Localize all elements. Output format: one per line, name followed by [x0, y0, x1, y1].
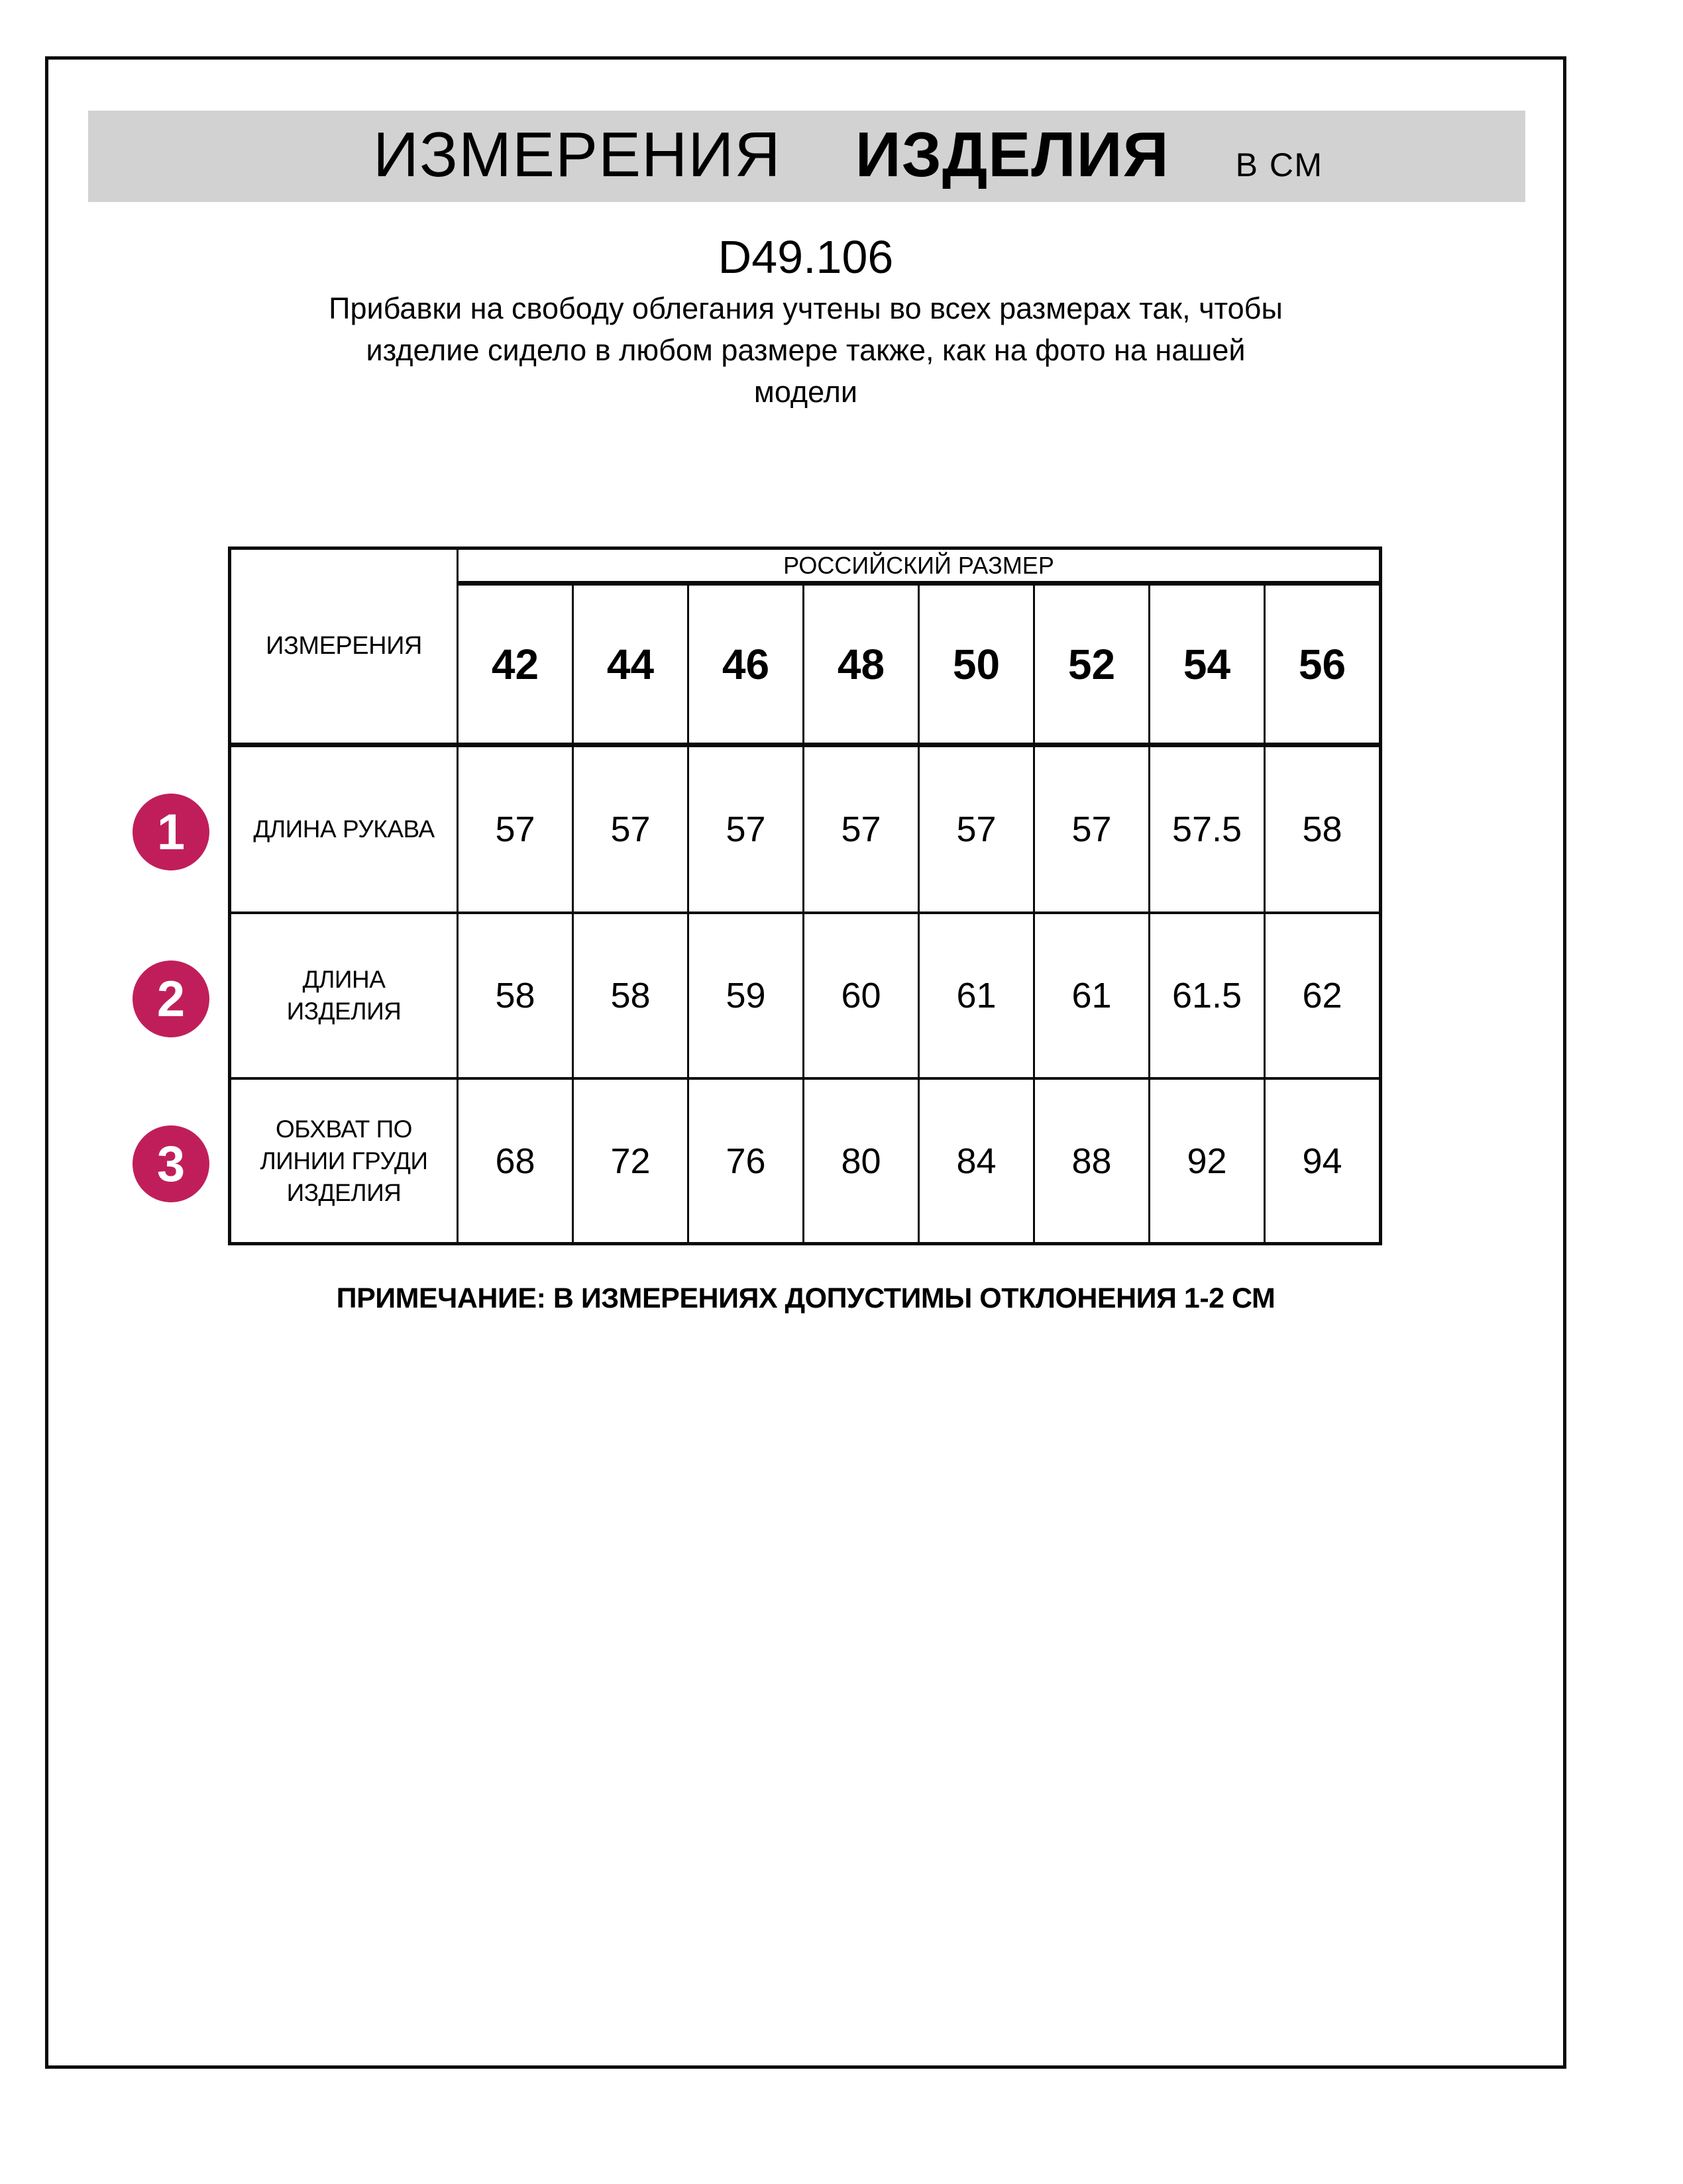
row-number-badge-1: 1 — [133, 794, 209, 870]
measurement-value: 57 — [920, 747, 1033, 911]
description-line: Прибавки на свободу облегания учтены во всех размерах так, чтобы — [329, 291, 1283, 325]
table-corner-header: ИЗМЕРЕНИЯ — [231, 550, 457, 745]
row-number-badge-3: 3 — [133, 1125, 209, 1202]
measurement-value: 61.5 — [1150, 914, 1264, 1077]
measurement-value: 58 — [574, 914, 687, 1077]
measurement-value: 88 — [1035, 1080, 1148, 1242]
measurement-value: 62 — [1266, 914, 1379, 1077]
size-header-cell: 48 — [804, 586, 918, 745]
size-header-cell: 56 — [1266, 586, 1379, 745]
description-line: модели — [753, 375, 858, 409]
measurement-value: 94 — [1266, 1080, 1379, 1242]
measurement-value: 57 — [804, 747, 918, 911]
measurement-value: 92 — [1150, 1080, 1264, 1242]
size-header-cell: 50 — [920, 586, 1033, 745]
measurement-value: 68 — [459, 1080, 572, 1242]
measurement-value: 58 — [459, 914, 572, 1077]
measurement-value: 57 — [689, 747, 802, 911]
size-header-cell: 42 — [459, 586, 572, 745]
size-header-cell: 44 — [574, 586, 687, 745]
measurement-value: 58 — [1266, 747, 1379, 911]
measurement-label-garment-length: ДЛИНА ИЗДЕЛИЯ — [231, 914, 457, 1077]
measurement-value: 76 — [689, 1080, 802, 1242]
measurement-value: 61 — [1035, 914, 1148, 1077]
description-line: изделие сидело в любом размере также, как на фото на нашей — [366, 333, 1246, 367]
product-code: D49.106 — [718, 231, 894, 283]
size-chart-table — [228, 546, 1382, 1245]
row-number-badge-2: 2 — [133, 961, 209, 1037]
measurement-value: 80 — [804, 1080, 918, 1242]
measurement-label-chest-girth: ОБХВАТ ПО ЛИНИИ ГРУДИ ИЗДЕЛИЯ — [231, 1080, 457, 1242]
size-header-cell: 46 — [689, 586, 802, 745]
page-title-unit: В СМ — [1235, 146, 1324, 183]
measurement-value: 60 — [804, 914, 918, 1077]
tolerance-note: ПРИМЕЧАНИЕ: В ИЗМЕРЕНИЯХ ДОПУСТИМЫ ОТКЛОНЕНИЯ 1-2 СМ — [336, 1282, 1276, 1314]
page-title-product: ИЗДЕЛИЯ — [855, 119, 1169, 190]
measurement-label-sleeve-length: ДЛИНА РУКАВА — [231, 747, 457, 911]
description-text — [45, 287, 1566, 413]
measurement-value: 61 — [920, 914, 1033, 1077]
size-header-cell: 54 — [1150, 586, 1264, 745]
measurement-value: 59 — [689, 914, 802, 1077]
title-band — [88, 111, 1525, 202]
russian-size-header: РОССИЙСКИЙ РАЗМЕР — [459, 550, 1379, 583]
measurement-value: 57 — [459, 747, 572, 911]
measurement-value: 57 — [574, 747, 687, 911]
measurement-value: 57.5 — [1150, 747, 1264, 911]
page-title: ИЗМЕРЕНИЯ — [373, 119, 781, 190]
measurement-value: 57 — [1035, 747, 1148, 911]
measurement-value: 84 — [920, 1080, 1033, 1242]
size-header-cell: 52 — [1035, 586, 1148, 745]
measurement-value: 72 — [574, 1080, 687, 1242]
